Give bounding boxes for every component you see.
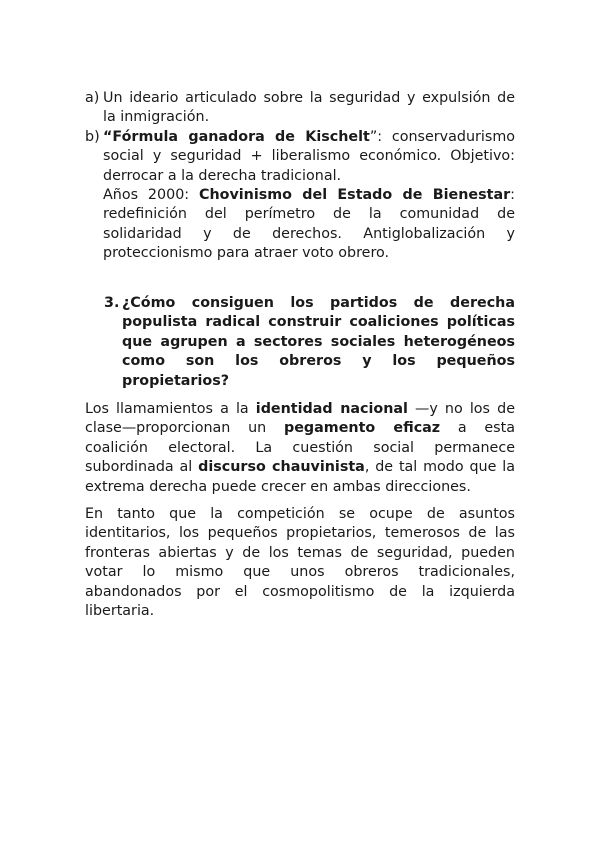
text-run: —y no los de clase—proporcionan un	[85, 401, 515, 437]
list-item-a	[85, 89, 515, 128]
question-heading	[104, 294, 515, 391]
question-text: ¿Cómo consiguen los partidos de derecha populista radical construir coaliciones políticas que agrupen a sectores sociales heterogéneos como son los obreros y los pequeños propietarios?	[122, 295, 515, 389]
list-item-body	[103, 89, 515, 128]
text-run: , de tal modo que la extrema derecha puede crecer en ambas direcciones.	[85, 459, 515, 495]
list-item-b	[85, 128, 515, 264]
bold-phrase: pegamento eficaz	[283, 420, 441, 437]
text-run: Los llamamientos a la	[85, 401, 256, 417]
list-item-paragraph	[103, 128, 515, 186]
text-run: Años 2000:	[103, 187, 199, 204]
list-item-paragraph	[103, 186, 515, 264]
text-run: a esta coalición electoral. La cuestión social permanece subordinada al	[85, 420, 515, 476]
body-paragraph: En tanto que la competición se ocupe de asuntos identitarios, los pequeños propietarios, temerosos de las fronteras abiertas y de los temas de seguridad, pueden votar lo mismo que unos obreros tradicionales, abandonados por el cosmopolitismo de la izquierda libertaria.	[85, 506, 515, 620]
bold-phrase: identidad nacional	[255, 401, 408, 417]
bold-phrase: “Fórmula ganadora de Kischelt	[103, 128, 370, 145]
text-run: ”: conservadurismo social y seguridad + liberalismo económico. Objetivo: derrocar a la derecha tradicional.	[103, 128, 515, 184]
lettered-list	[85, 89, 515, 264]
bold-phrase: discurso chauvinista	[198, 459, 365, 476]
question-number: 3.	[104, 295, 120, 311]
body-paragraph	[85, 400, 515, 497]
bold-phrase: Chovinismo del Estado de Bienestar	[198, 187, 511, 204]
list-marker: b)	[85, 128, 100, 145]
list-marker: a)	[85, 90, 100, 106]
text-run: : redefinición del perímetro de la comunidad de solidaridad y de derechos. Antiglobalización y proteccionismo para atraer voto obrero.	[103, 187, 515, 262]
list-item-body	[103, 128, 515, 264]
list-item-text: Un ideario articulado sobre la seguridad y expulsión de la inmigración.	[103, 90, 515, 126]
